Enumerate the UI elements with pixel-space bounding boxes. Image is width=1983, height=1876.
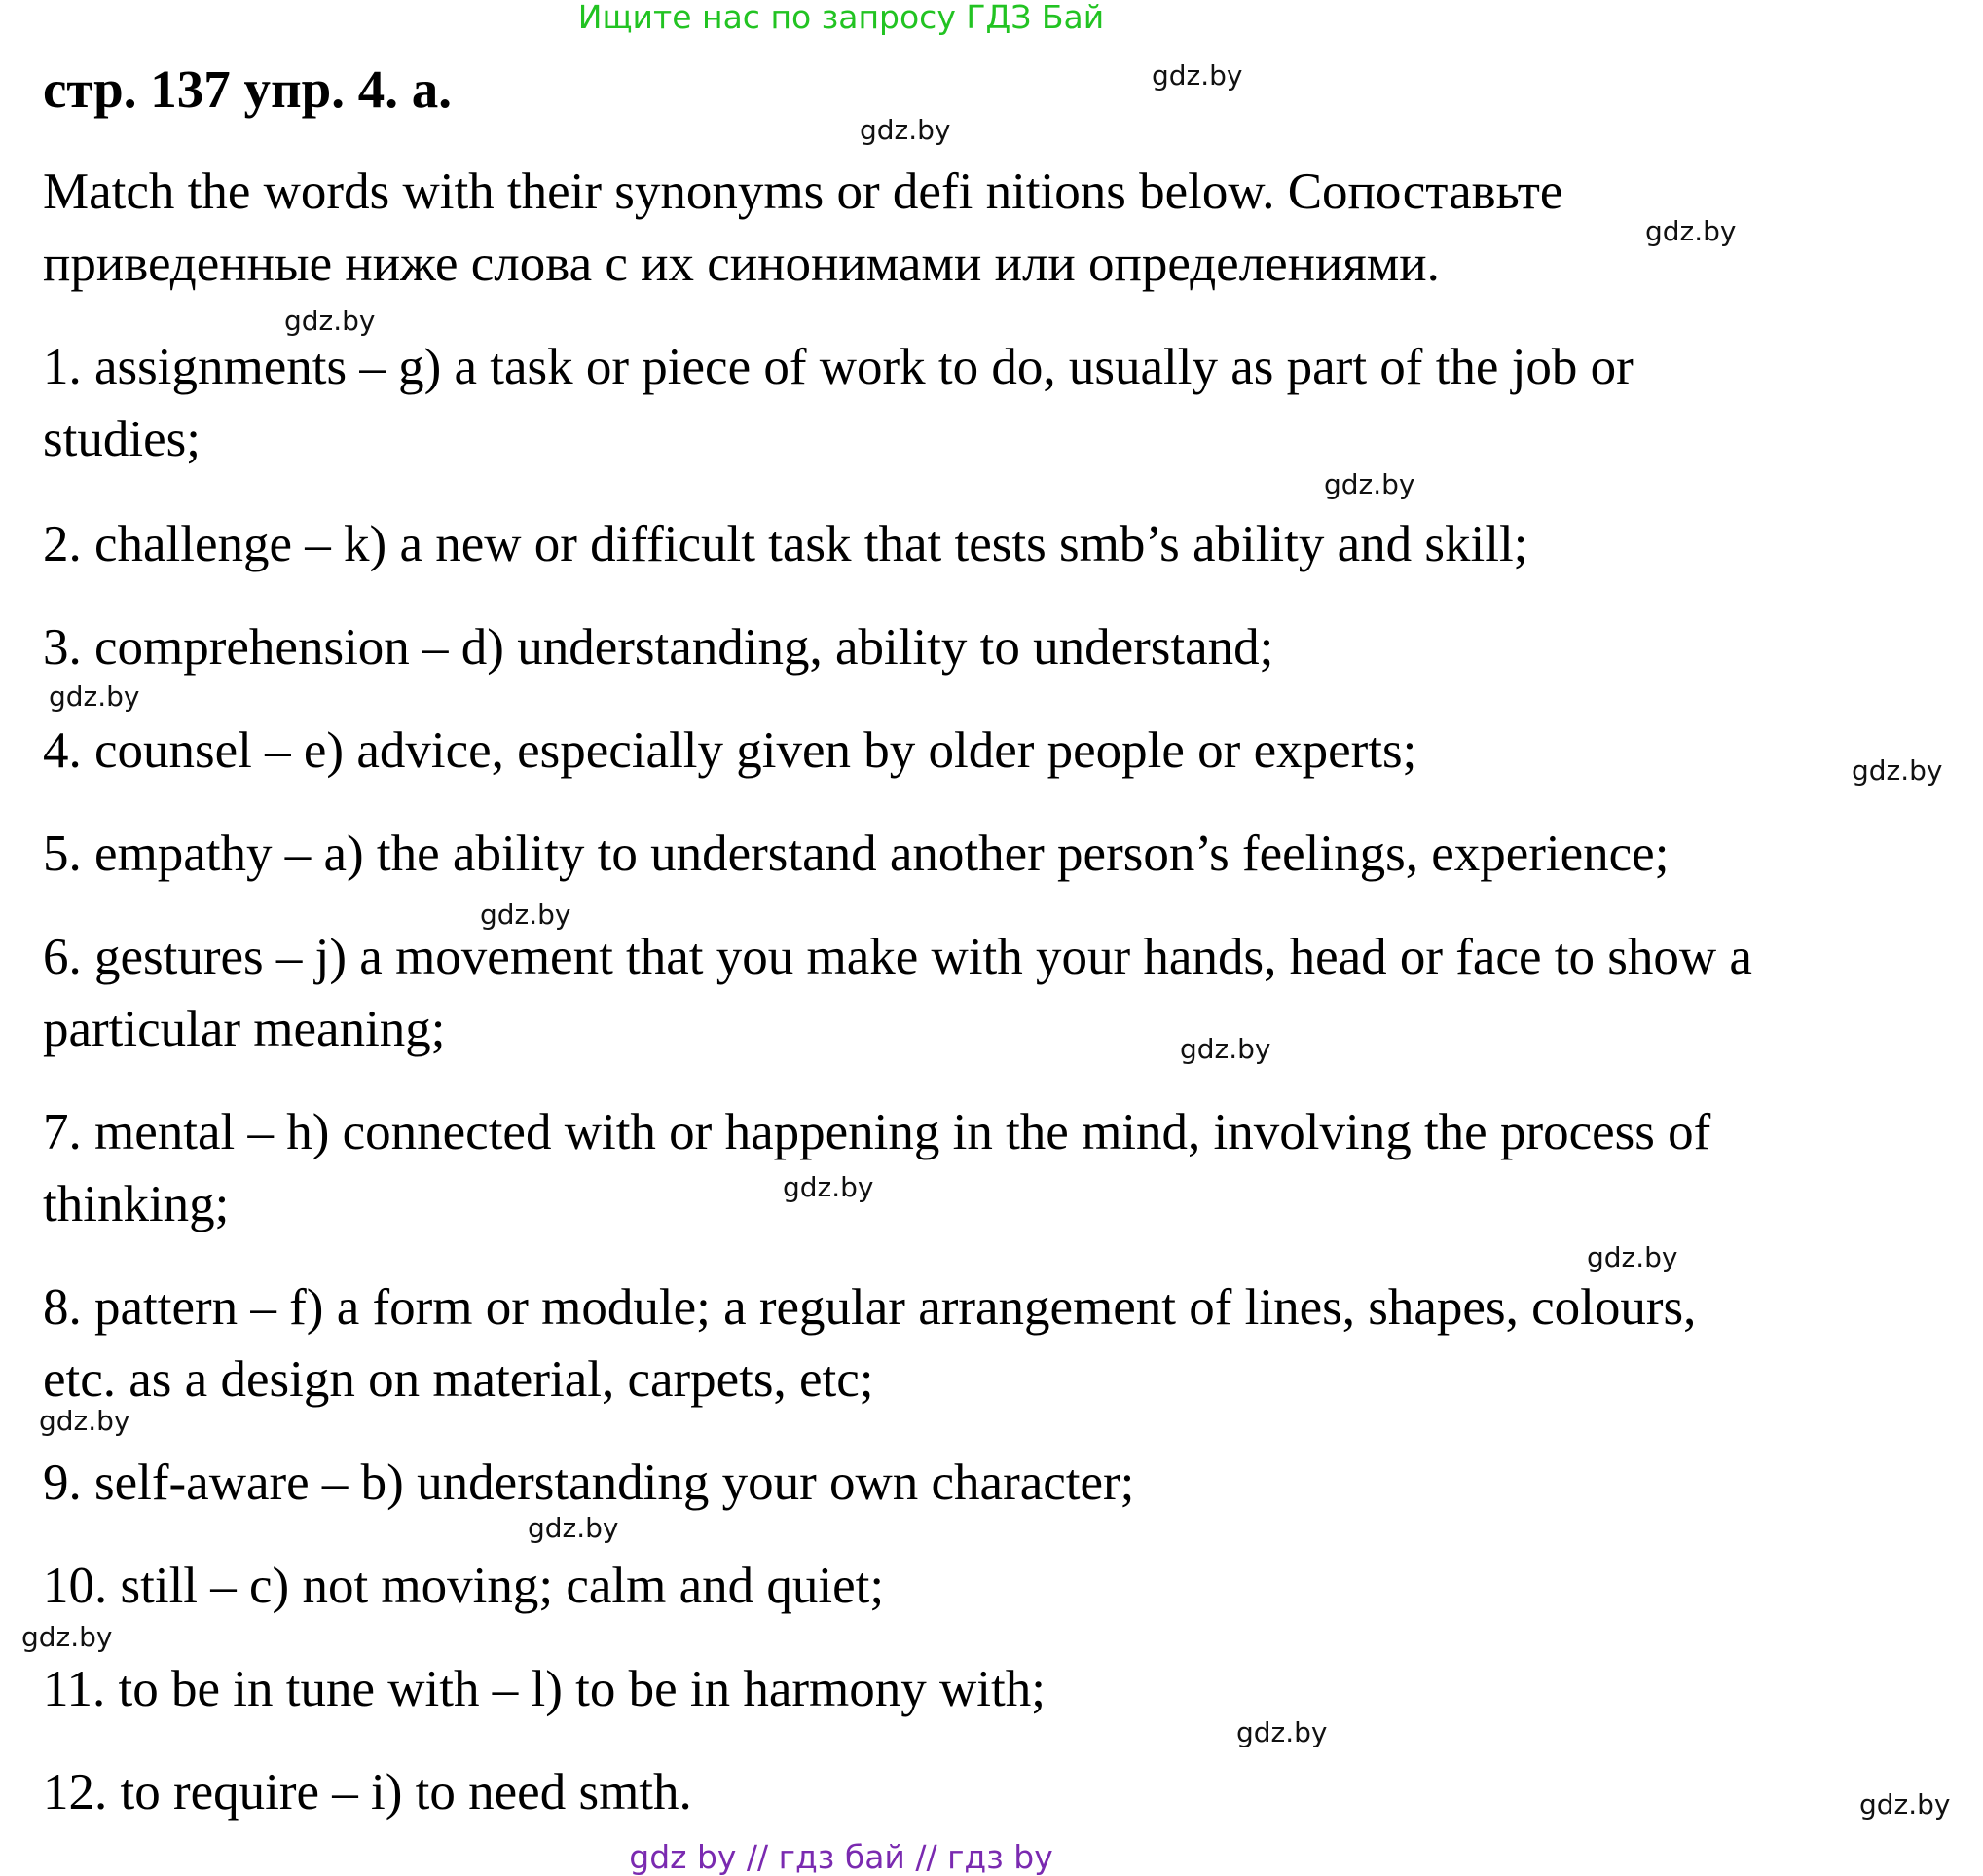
- footer-links: gdz by // гдз бай // гдз by: [629, 1838, 1053, 1876]
- item-2: 2. challenge – k) a new or difficult task that tests smb’s ability and skill;: [43, 516, 1528, 572]
- watermark: gdz.by: [284, 305, 376, 337]
- watermark: gdz.by: [39, 1405, 130, 1437]
- watermark: gdz.by: [1324, 468, 1415, 500]
- item-11: 11. to be in tune with – l) to be in harmony with;: [43, 1661, 1046, 1717]
- instruction-line-1: Match the words with their synonyms or defi nitions below. Сопоставьте: [43, 164, 1563, 220]
- watermark: gdz.by: [1152, 59, 1243, 92]
- instruction-line-2: приведенные ниже слова с их синонимами или определениями.: [43, 236, 1440, 292]
- watermark: gdz.by: [1180, 1033, 1271, 1065]
- watermark: gdz.by: [528, 1512, 619, 1544]
- watermark: gdz.by: [1645, 215, 1737, 247]
- item-4: 4. counsel – e) advice, especially given by older people or experts;: [43, 722, 1417, 779]
- item-7-line-1: 7. mental – h) connected with or happening in the mind, involving the process of: [43, 1104, 1711, 1160]
- watermark: gdz.by: [1852, 754, 1943, 787]
- item-1-line-1: 1. assignments – g) a task or piece of work to do, usually as part of the job or: [43, 339, 1634, 395]
- watermark: gdz.by: [783, 1171, 874, 1203]
- item-12: 12. to require – i) to need smth.: [43, 1764, 692, 1821]
- item-1-line-2: studies;: [43, 411, 201, 467]
- watermark: gdz.by: [480, 899, 571, 931]
- item-3: 3. comprehension – d) understanding, ability to understand;: [43, 619, 1274, 676]
- watermark: gdz.by: [1859, 1788, 1951, 1821]
- watermark: gdz.by: [1587, 1241, 1678, 1273]
- watermark: gdz.by: [21, 1621, 113, 1653]
- item-7-line-2: thinking;: [43, 1176, 230, 1232]
- item-8-line-1: 8. pattern – f) a form or module; a regular arrangement of lines, shapes, colours,: [43, 1279, 1697, 1336]
- item-6-line-1: 6. gestures – j) a movement that you make with your hands, head or face to show a: [43, 929, 1752, 985]
- item-6-line-2: particular meaning;: [43, 1001, 446, 1057]
- item-8-line-2: etc. as a design on material, carpets, etc;: [43, 1351, 874, 1408]
- watermark: gdz.by: [49, 681, 140, 713]
- top-banner: Ищите нас по запросу ГДЗ Бай: [577, 0, 1105, 36]
- item-10: 10. still – c) not moving; calm and quiet;: [43, 1558, 885, 1614]
- watermark: gdz.by: [1236, 1716, 1328, 1748]
- page-heading: стр. 137 упр. 4. а.: [43, 59, 452, 119]
- watermark: gdz.by: [860, 114, 951, 146]
- item-5: 5. empathy – a) the ability to understand another person’s feelings, experience;: [43, 826, 1670, 882]
- item-9: 9. self-aware – b) understanding your own character;: [43, 1454, 1135, 1511]
